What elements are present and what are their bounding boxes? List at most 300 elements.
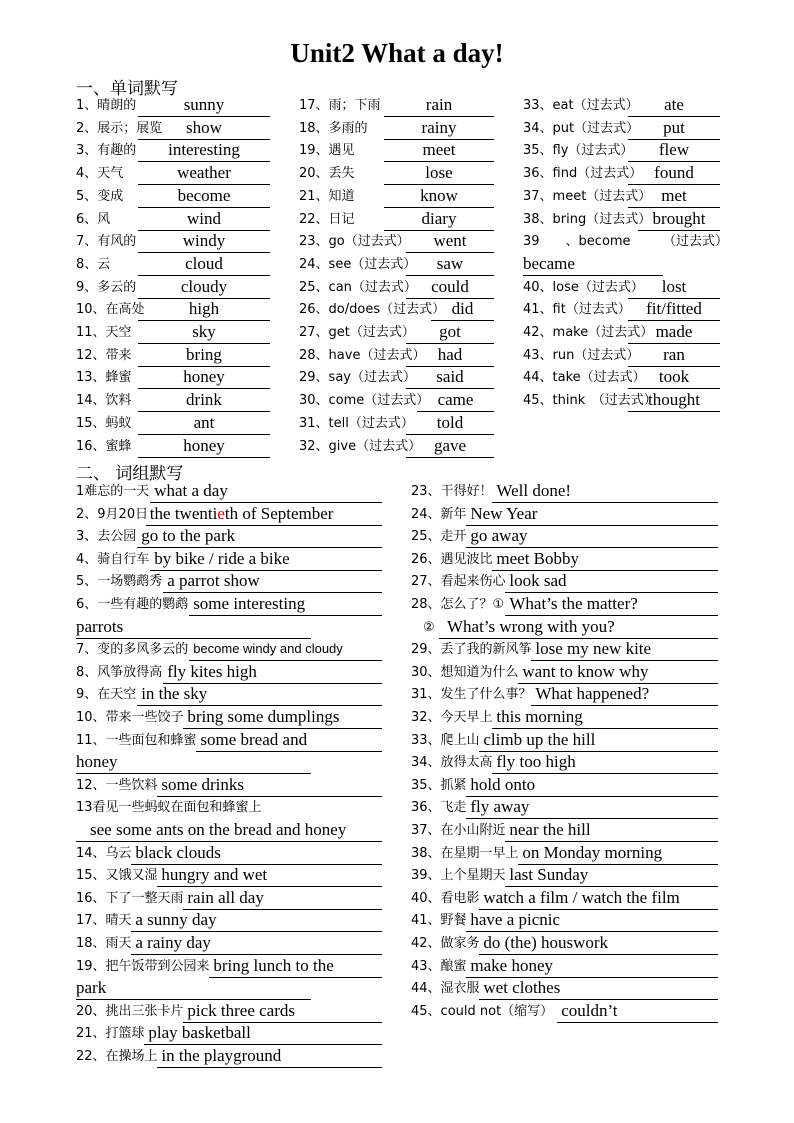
answer-blank[interactable]: [628, 391, 720, 412]
word-answer: flew: [658, 140, 690, 160]
answer-blank[interactable]: [628, 300, 720, 321]
phrase-prompt: 29、丢了我的新风筝: [411, 642, 532, 658]
answer-blank[interactable]: [157, 866, 382, 887]
phrase-answer: bring lunch to the: [213, 955, 334, 975]
answer-blank[interactable]: [131, 934, 382, 955]
answer-blank[interactable]: [628, 96, 720, 117]
phrase-row: [411, 866, 718, 888]
answer-blank[interactable]: [466, 527, 718, 548]
word-row: [76, 346, 296, 368]
answer-blank[interactable]: [628, 346, 720, 367]
phrase-answer: climb up the hill: [483, 729, 596, 749]
word-answer: fit/fitted: [646, 299, 702, 319]
phrase-prompt: 23、干得好！: [411, 484, 493, 499]
answer-blank[interactable]: [406, 323, 494, 344]
answer-blank[interactable]: [384, 119, 494, 140]
word-answer: said: [436, 367, 464, 387]
word-answer: windy: [182, 231, 226, 251]
phrase-prompt: 14、乌云: [76, 845, 132, 861]
phrase-row: [411, 979, 718, 1001]
word-row: [76, 164, 296, 186]
phrase-row: [76, 731, 382, 753]
phrase-row: [76, 550, 382, 572]
answer-blank[interactable]: [466, 798, 718, 819]
answer-blank[interactable]: [138, 164, 270, 185]
phrase-row: [76, 595, 382, 617]
phrase-prompt: 30、想知道为什么: [411, 664, 519, 680]
phrase-answer: near the hill: [509, 820, 591, 839]
word-row: [299, 300, 519, 322]
phrase-prompt: 38、在星期一早上: [411, 845, 519, 861]
word-row: [299, 414, 519, 436]
answer-blank[interactable]: [518, 844, 718, 865]
phrase-prompt: 7、变的多风多云的: [76, 642, 189, 658]
word-row: [523, 187, 743, 209]
phrase-answer: bring some dumplings: [187, 707, 340, 726]
answer-blank[interactable]: [146, 505, 382, 526]
answer-blank[interactable]: [138, 346, 270, 367]
word-row: [76, 300, 296, 322]
answer-blank[interactable]: [466, 957, 718, 978]
word-answer: know: [420, 185, 458, 205]
phrase-answer: parrots: [76, 616, 124, 636]
word-prompt: 42、make（过去式）: [523, 325, 654, 340]
answer-blank[interactable]: [384, 141, 494, 162]
word-row: [76, 368, 296, 390]
answer-blank[interactable]: [384, 210, 494, 231]
answer-blank[interactable]: [628, 187, 720, 208]
word-prompt: 28、have（过去式）: [299, 347, 426, 363]
word-prompt: 22、日记: [299, 211, 355, 227]
word-prompt: 5、变成: [76, 188, 124, 204]
word-prompt: 40、lose（过去式）: [523, 279, 644, 295]
word-row: [299, 323, 519, 345]
word-answer: became: [523, 253, 575, 273]
word-answer: weather: [177, 163, 231, 183]
phrase-row: [76, 798, 382, 820]
word-prompt: 21、知道: [299, 188, 355, 204]
phrase-answer: some drinks: [161, 774, 245, 794]
word-row: [76, 414, 296, 436]
answer-blank[interactable]: [138, 255, 270, 276]
answer-blank[interactable]: [492, 482, 718, 503]
answer-blank[interactable]: [628, 368, 720, 389]
word-prompt: 3、有趣的: [76, 143, 137, 159]
answer-blank[interactable]: [479, 934, 718, 955]
phrase-prompt: 18、雨天: [76, 936, 132, 951]
word-answer: brought: [652, 208, 706, 228]
phrase-row: [411, 957, 718, 979]
word-answer: diary: [421, 208, 457, 228]
phrase-prompt: 11、一些面包和蜂蜜: [76, 732, 197, 748]
phrase-answer: pick three cards: [187, 1000, 296, 1020]
phrase-prompt: 5、一场鹦鹉秀: [76, 574, 163, 590]
answer-blank[interactable]: [406, 346, 494, 367]
phrase-prompt: 8、风筝放得高: [76, 664, 163, 680]
answer-blank[interactable]: [638, 210, 720, 231]
phrase-prompt: 1难忘的一天: [76, 484, 150, 499]
phrase-row: [76, 505, 382, 527]
phrase-row: [76, 1002, 382, 1024]
word-row: [76, 232, 296, 254]
answer-blank[interactable]: [163, 663, 382, 684]
answer-blank[interactable]: [479, 731, 718, 752]
word-answer: lose: [425, 163, 453, 183]
answer-blank[interactable]: [138, 278, 270, 299]
phrase-answer: want to know why: [522, 661, 649, 681]
word-prompt: 27、get（过去式）: [299, 325, 415, 340]
answer-blank[interactable]: [189, 595, 382, 616]
answer-blank[interactable]: [431, 300, 494, 321]
section-title-words: 一、单词默写: [76, 79, 178, 99]
answer-blank[interactable]: [505, 821, 718, 842]
word-prompt: 2、展示；展览: [76, 120, 163, 136]
answer-blank[interactable]: [138, 300, 270, 321]
phrase-prompt: 6、一些有趣的鹦鹉: [76, 597, 189, 612]
word-row: [299, 210, 519, 232]
answer-blank[interactable]: [628, 164, 720, 185]
phrase-prompt: 40、看电影: [411, 890, 480, 906]
word-prompt: 20、丢失: [299, 166, 355, 182]
phrase-row: [76, 708, 382, 730]
phrase-answer: honey: [76, 752, 118, 772]
phrase-row: [76, 957, 382, 979]
word-prompt: 16、蜜蜂: [76, 438, 132, 454]
phrase-row: [76, 482, 382, 504]
phrase-prompt: 22、在操场上: [76, 1049, 158, 1064]
answer-blank[interactable]: [157, 1047, 382, 1068]
word-answer: put: [663, 117, 685, 137]
phrase-prompt: 28、怎么了？①: [411, 597, 505, 612]
phrase-prompt: 37、在小山附近: [411, 823, 506, 838]
answer-blank[interactable]: [492, 753, 718, 774]
answer-blank[interactable]: [138, 141, 270, 162]
word-prompt: 10、在高处: [76, 302, 145, 318]
answer-blank[interactable]: [518, 663, 718, 684]
word-row: [299, 141, 519, 163]
phrase-row: [76, 866, 382, 888]
phrase-answer: wet clothes: [483, 978, 561, 998]
word-answer: show: [186, 117, 222, 137]
phrase-row: [411, 640, 718, 662]
word-row: [76, 141, 296, 163]
phrase-row: [76, 934, 382, 956]
answer-blank[interactable]: [183, 708, 382, 729]
phrase-answer: hungry and wet: [161, 865, 268, 885]
phrase-prompt: 15、又饿又湿: [76, 868, 158, 884]
word-row: [299, 119, 519, 141]
phrase-answer: on Monday morning: [522, 842, 663, 862]
word-answer: honey: [183, 435, 225, 455]
word-prompt: 36、find（过去式）: [523, 166, 643, 182]
phrase-prompt: 45、could not（缩写）: [411, 1003, 554, 1019]
answer-blank[interactable]: [196, 731, 382, 752]
phrase-answer: become windy and cloudy: [193, 641, 343, 657]
answer-blank[interactable]: [157, 776, 382, 797]
word-row: [299, 437, 519, 459]
phrase-prompt: 16、下了一整天雨: [76, 890, 184, 906]
phrase-row: [411, 1002, 718, 1024]
word-row-continued: [523, 255, 743, 277]
phrase-row: [411, 595, 718, 617]
word-row: [523, 164, 743, 186]
phrase-answer: have a picnic: [470, 910, 561, 930]
word-prompt: 11、天空: [76, 325, 132, 340]
phrase-row-continued: [411, 618, 718, 640]
phrase-prompt: ②: [423, 619, 435, 635]
word-answer: honey: [183, 367, 225, 387]
answer-blank[interactable]: [138, 119, 270, 140]
answer-blank[interactable]: [384, 187, 494, 208]
answer-blank[interactable]: [137, 685, 382, 706]
answer-blank[interactable]: [406, 414, 494, 435]
phrase-prompt: 36、飞走: [411, 800, 467, 816]
word-prompt: 45、think （过去式）: [523, 393, 657, 409]
word-answer: lost: [661, 276, 687, 296]
phrase-row: [76, 776, 382, 798]
answer-blank[interactable]: [209, 957, 382, 978]
answer-blank[interactable]: [466, 505, 718, 526]
answer-blank[interactable]: [138, 414, 270, 435]
answer-blank[interactable]: [628, 323, 720, 344]
word-prompt: 13、蜂蜜: [76, 370, 132, 386]
phrase-answer: a parrot show: [167, 571, 260, 591]
answer-blank[interactable]: [138, 437, 270, 458]
word-answer: ant: [193, 412, 215, 432]
phrase-answer: New Year: [470, 503, 538, 523]
phrase-answer: Well done!: [496, 481, 572, 500]
phrase-answer: watch a film / watch the film: [483, 887, 680, 907]
phrase-row: [411, 798, 718, 820]
phrase-row-continued: [76, 618, 382, 640]
phrase-answer: lose my new kite: [535, 639, 652, 659]
phrase-answer: What’s the matter?: [509, 594, 638, 613]
phrase-row: [76, 889, 382, 911]
word-prompt: 44、take（过去式）: [523, 370, 646, 386]
phrase-answer: What happened?: [535, 684, 650, 704]
phrase-row: [76, 911, 382, 933]
answer-blank[interactable]: [138, 323, 270, 344]
answer-blank[interactable]: [466, 776, 718, 797]
answer-blank[interactable]: [150, 482, 382, 503]
phrase-row: [411, 527, 718, 549]
phrase-answer: rain all day: [187, 887, 264, 907]
answer-blank[interactable]: [479, 979, 718, 1000]
answer-blank[interactable]: [76, 753, 311, 774]
phrase-row: [76, 572, 382, 594]
answer-blank[interactable]: [531, 640, 718, 661]
phrase-row: [411, 821, 718, 843]
word-row: [76, 119, 296, 141]
word-answer: came: [437, 390, 474, 410]
answer-blank[interactable]: [505, 595, 718, 616]
answer-blank[interactable]: [137, 527, 382, 548]
phrase-answer: in the sky: [141, 684, 208, 704]
phrase-answer: make honey: [470, 955, 553, 975]
phrase-prompt: 44、湿衣服: [411, 981, 480, 997]
phrase-answer: a sunny day: [135, 910, 217, 930]
word-row: [76, 255, 296, 277]
word-answer: become: [177, 185, 231, 205]
phrase-prompt: 19、把午饭带到公园来: [76, 958, 210, 974]
word-prompt: 31、tell（过去式）: [299, 415, 414, 431]
answer-blank[interactable]: [406, 437, 494, 458]
phrase-answer: go away: [470, 526, 528, 546]
phrase-row: [411, 550, 718, 572]
phrase-prompt: 33、爬上山: [411, 732, 480, 748]
word-prompt: 14、饮料: [76, 393, 132, 409]
answer-blank[interactable]: [76, 821, 382, 842]
word-row: [299, 187, 519, 209]
phrase-answer: see some ants on the bread and honey: [90, 820, 347, 839]
phrase-prompt: 32、今天早上: [411, 710, 493, 725]
phrase-prompt: 26、遇见波比: [411, 551, 493, 567]
phrase-row: [76, 527, 382, 549]
phrase-row-continued: [76, 979, 382, 1001]
phrase-prompt: 21、打篮球: [76, 1026, 145, 1042]
word-answer: interesting: [168, 140, 240, 160]
phrase-answer: last Sunday: [509, 865, 589, 885]
answer-blank[interactable]: [439, 618, 718, 639]
word-prompt: 19、遇见: [299, 143, 355, 159]
phrase-prompt: 35、抓紧: [411, 777, 467, 793]
answer-blank[interactable]: [406, 232, 494, 253]
answer-blank[interactable]: [492, 550, 718, 571]
word-answer: drink: [186, 390, 222, 410]
phrase-answer: play basketball: [148, 1023, 251, 1043]
word-answer: wind: [187, 208, 221, 228]
word-answer: bring: [186, 344, 222, 364]
answer-blank[interactable]: [417, 391, 494, 412]
phrase-answer: the twentieth of September: [149, 503, 334, 523]
phrase-prompt: 4、骑自行车: [76, 551, 150, 567]
answer-blank[interactable]: [131, 911, 382, 932]
phrase-prompt: 31、发生了什么事？: [411, 687, 532, 703]
answer-blank[interactable]: [523, 255, 663, 276]
word-answer: rain: [425, 95, 453, 114]
word-answer: high: [188, 299, 220, 319]
answer-blank[interactable]: [138, 96, 270, 117]
word-prompt: 6、风: [76, 211, 111, 227]
answer-blank[interactable]: [76, 618, 311, 639]
phrase-prompt: 9、在天空: [76, 687, 137, 703]
word-prompt: 41、fit（过去式）: [523, 302, 631, 318]
phrase-row: [76, 640, 382, 662]
phrase-row: [411, 844, 718, 866]
word-row: [523, 232, 743, 254]
answer-blank[interactable]: [138, 187, 270, 208]
phrase-prompt: 17、晴天: [76, 913, 132, 929]
phrase-row-continued: [76, 821, 382, 843]
word-answer: could: [431, 276, 469, 296]
word-row: [76, 323, 296, 345]
answer-blank[interactable]: [384, 164, 494, 185]
answer-blank[interactable]: [492, 708, 718, 729]
answer-blank[interactable]: [138, 391, 270, 412]
word-answer: took: [658, 367, 690, 387]
word-row: [299, 96, 519, 118]
word-row: [523, 278, 743, 300]
phrase-row: [411, 934, 718, 956]
answer-blank[interactable]: [189, 640, 382, 661]
answer-blank[interactable]: [505, 866, 718, 887]
phrase-row: [411, 776, 718, 798]
phrase-answer: fly too high: [496, 752, 576, 772]
answer-blank[interactable]: [557, 1002, 718, 1023]
answer-blank[interactable]: [628, 278, 720, 299]
word-prompt: 26、do/does（过去式）: [299, 302, 446, 318]
page-title: Unit2 What a day!: [290, 38, 504, 68]
phrase-answer: look sad: [509, 571, 567, 591]
answer-blank[interactable]: [183, 889, 382, 910]
word-row: [523, 210, 743, 232]
phrase-answer: a rainy day: [135, 933, 211, 952]
phrase-prompt: 34、放得太高: [411, 755, 493, 771]
word-row: [299, 232, 519, 254]
answer-blank[interactable]: [406, 278, 494, 299]
word-prompt: 4、天气: [76, 166, 124, 182]
answer-blank[interactable]: [163, 572, 382, 593]
answer-blank[interactable]: [131, 844, 382, 865]
phrase-row: [411, 753, 718, 775]
answer-blank[interactable]: [138, 368, 270, 389]
word-answer: ate: [664, 95, 684, 114]
phrase-prompt: 20、挑出三张卡片: [76, 1003, 184, 1019]
answer-blank[interactable]: [466, 911, 718, 932]
answer-blank[interactable]: [505, 572, 718, 593]
word-answer: meet: [422, 140, 456, 160]
word-answer: ran: [663, 344, 685, 364]
word-prompt: 43、run（过去式）: [523, 347, 640, 363]
phrase-answer: fly away: [470, 797, 530, 817]
word-prompt: 24、see（过去式）: [299, 256, 417, 272]
answer-blank[interactable]: [150, 550, 382, 571]
phrase-row: [76, 685, 382, 707]
phrase-answer: meet Bobby: [496, 548, 580, 568]
highlighted-letter: e: [217, 503, 225, 523]
answer-blank[interactable]: [406, 368, 494, 389]
phrase-answer: this morning: [496, 707, 583, 726]
answer-blank[interactable]: [479, 889, 718, 910]
answer-blank[interactable]: [628, 119, 720, 140]
word-prompt: 15、蚂蚁: [76, 415, 132, 431]
phrase-row: [411, 572, 718, 594]
word-row: [299, 164, 519, 186]
answer-blank[interactable]: [138, 232, 270, 253]
answer-blank[interactable]: [628, 141, 720, 162]
phrase-prompt: 2、9月20日: [76, 506, 149, 522]
phrase-answer: what a day: [154, 481, 228, 500]
word-answer: found: [654, 163, 694, 183]
answer-blank[interactable]: [138, 210, 270, 231]
phrase-prompt: 3、去公园: [76, 529, 137, 545]
word-row: [76, 278, 296, 300]
answer-blank[interactable]: [406, 255, 494, 276]
answer-blank[interactable]: [384, 96, 494, 117]
phrase-row: [411, 685, 718, 707]
answer-blank[interactable]: [144, 1024, 382, 1045]
word-row: [523, 300, 743, 322]
answer-blank[interactable]: [531, 685, 718, 706]
phrase-answer: park: [76, 978, 107, 998]
word-answer: rainy: [421, 117, 457, 137]
answer-blank[interactable]: [76, 979, 311, 1000]
phrase-prompt: 25、走开: [411, 529, 467, 545]
answer-blank[interactable]: [183, 1002, 382, 1023]
phrase-row: [411, 911, 718, 933]
word-row: [299, 368, 519, 390]
phrase-row: [411, 889, 718, 911]
